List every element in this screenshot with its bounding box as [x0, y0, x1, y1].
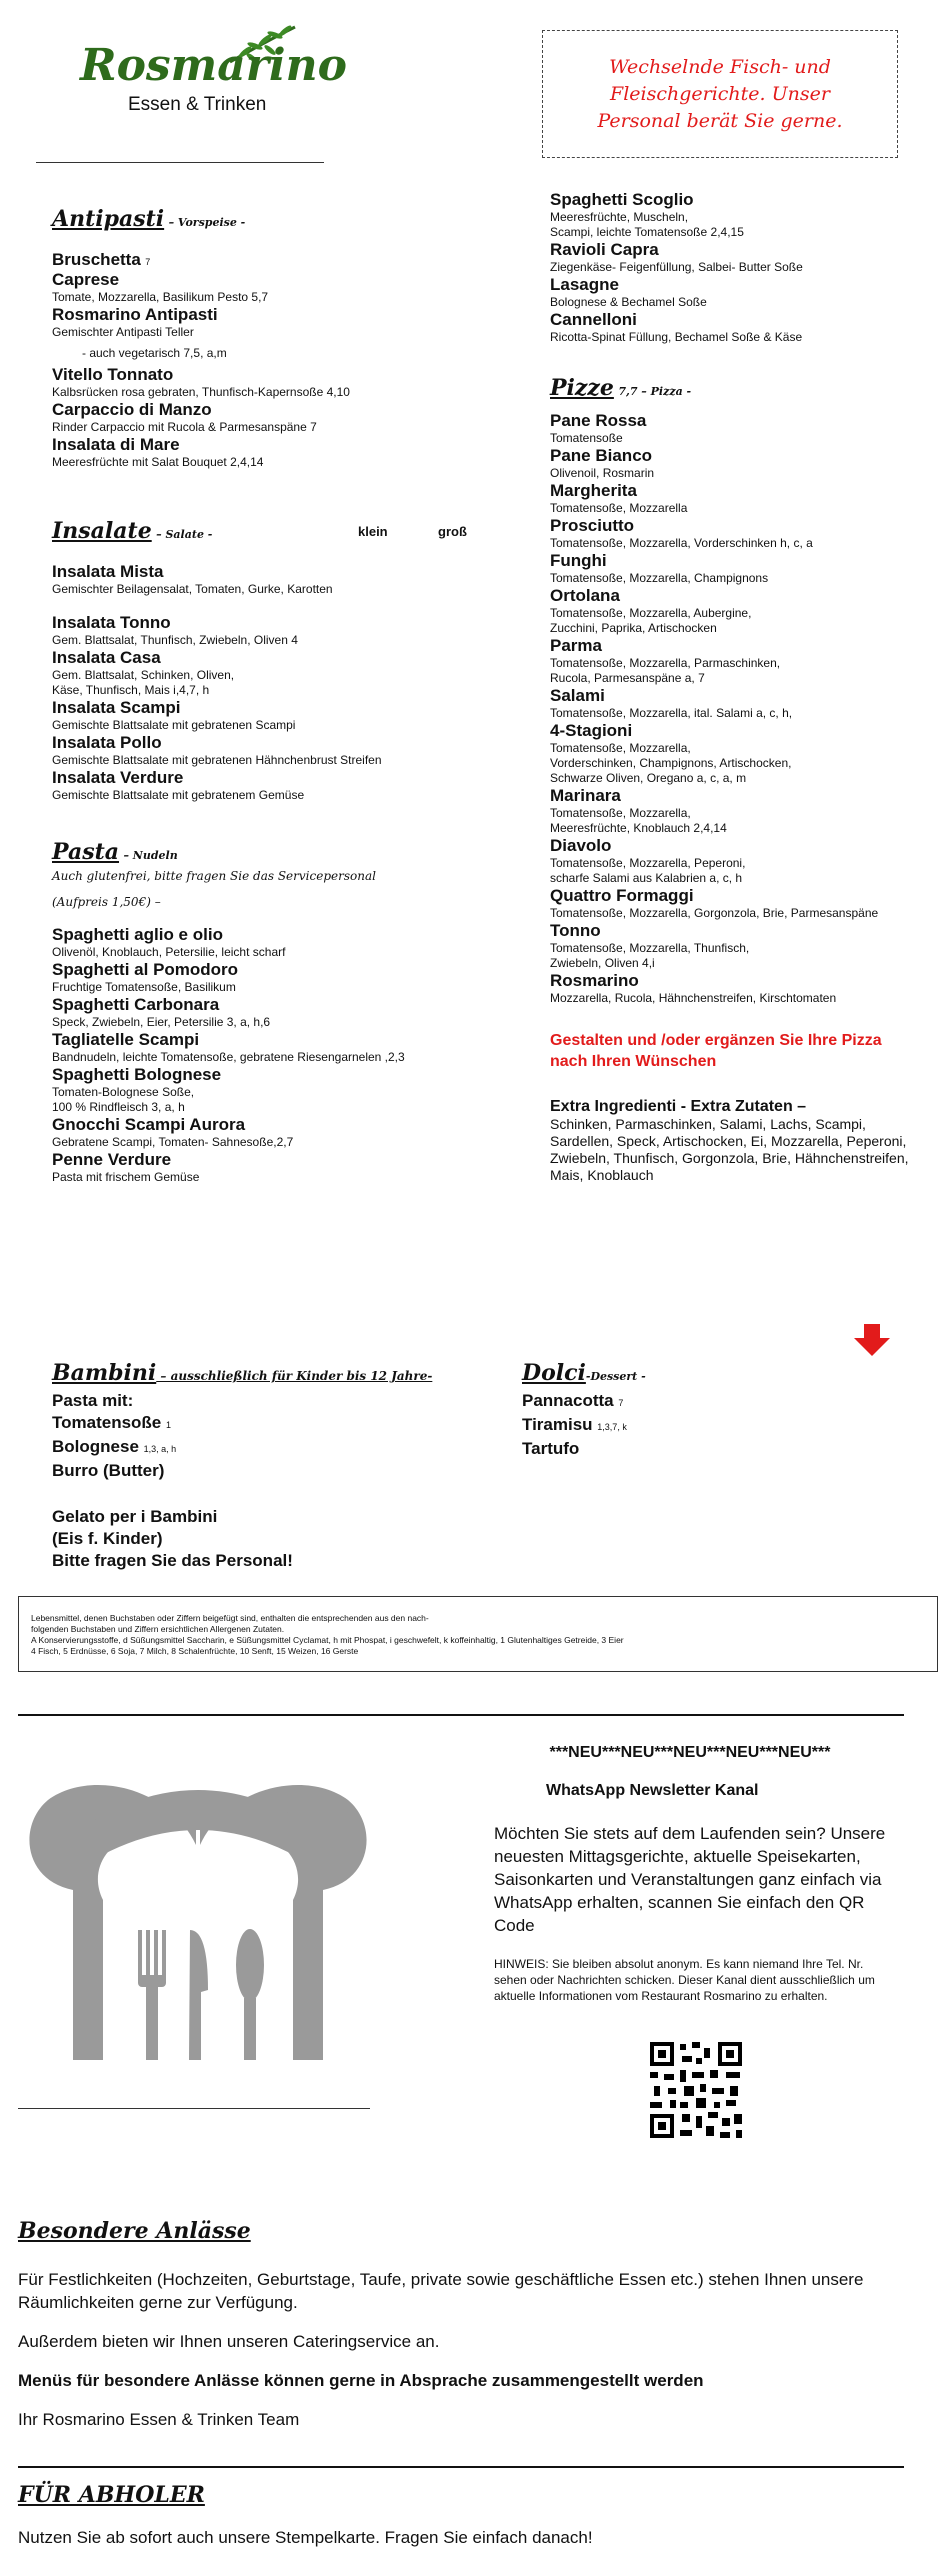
logo — [80, 22, 347, 122]
pasta-item-name: Spaghetti Scoglio — [550, 190, 694, 209]
size-large-label: groß — [438, 524, 467, 539]
pizza-item-desc: Tomatensoße, Mozzarella, Vorderschinken h, c, a — [550, 536, 813, 550]
pasta-item-desc: Ricotta-Spinat Füllung, Bechamel Soße & Käse — [550, 330, 803, 344]
antipasti-item-name: Caprese — [52, 270, 120, 289]
size-small-label: klein — [358, 524, 388, 539]
divider — [18, 1714, 904, 1716]
pizza-item-name: Pane Bianco — [550, 446, 653, 465]
left-column — [52, 206, 492, 1185]
pizza-item-name: 4-Stagioni — [550, 721, 633, 740]
insalate-subtitle: – Salate - — [156, 528, 213, 541]
pasta-item-desc: Speck, Zwiebeln, Eier, Petersilie 3, a, h,6 — [52, 1015, 271, 1029]
pizze-heading — [550, 375, 930, 401]
divider — [18, 2466, 904, 2468]
pasta-subtitle: – Nudeln — [123, 849, 178, 862]
pasta-surcharge-note: (Aufpreis 1,50€) – — [52, 895, 161, 909]
antipasti-title: Antipasti — [52, 206, 165, 232]
pizza-item-name: Tonno — [550, 921, 601, 940]
pasta-item-name: Ravioli Capra — [550, 240, 659, 259]
dolci-subtitle: -Dessert - — [585, 1370, 646, 1383]
right-column — [550, 190, 930, 1184]
pizza-item-desc: Tomatensoße, Mozzarella, ital. Salami a, c, h, — [550, 706, 793, 720]
pasta-item-desc: Tomaten-Bolognese Soße, 100 % Rindfleisch 3, a, h — [52, 1085, 195, 1114]
bambini-codes: 1 — [166, 1420, 172, 1430]
notice-box — [542, 30, 898, 158]
abholer-text: Nutzen Sie ab sofort auch unsere Stempelkarte. Fragen Sie einfach danach! — [18, 2528, 593, 2547]
anlaesse-paragraph: Ihr Rosmarino Essen & Trinken Team — [18, 2410, 300, 2429]
notice-text: Wechselnde Fisch- und Fleischgerichte. Unser Personal berät Sie gerne. — [597, 55, 843, 132]
whatsapp-banner: ***NEU***NEU***NEU***NEU***NEU*** — [549, 1744, 831, 1761]
bambini-line: Tomatensoße — [52, 1413, 162, 1432]
anlaesse-paragraph: Außerdem bieten wir Ihnen unseren Cateringservice an. — [18, 2332, 440, 2351]
allergen-box — [18, 1596, 938, 1672]
antipasti-item-name: Rosmarino Antipasti — [52, 305, 218, 324]
pizza-item-name: Prosciutto — [550, 516, 635, 535]
pizza-item-name: Rosmarino — [550, 971, 639, 990]
allergen-line: folgenden Buchstaben und Ziffern ersichtlichen Allergenen Zutaten. — [31, 1624, 285, 1634]
bambini-list — [52, 1390, 472, 1482]
pasta-item-name: Cannelloni — [550, 310, 637, 329]
pizza-item-name: Funghi — [550, 551, 607, 570]
pizza-item-desc: Tomatensoße, Mozzarella, Thunfisch, Zwiebeln, Oliven 4,i — [550, 941, 750, 970]
pizze-subtitle: 7,7 – Pizza - — [618, 385, 692, 398]
pizza-item-name: Parma — [550, 636, 602, 655]
allergen-line: A Konservierungsstoffe, d Süßungsmittel Saccharin, e Süßungsmittel Cyclamat, h mit Phospat, i geschwefelt, k koffeinhaltig, 1 Glutenhaltiges Getreide, 3 Eier — [31, 1635, 624, 1645]
antipasti-subtitle: – Vorspeise - — [168, 216, 246, 229]
whatsapp-title: WhatsApp Newsletter Kanal — [546, 1782, 759, 1799]
antipasti-item-name: Vitello Tonnato — [52, 365, 174, 384]
anlaesse-paragraph: Für Festlichkeiten (Hochzeiten, Geburtstage, Taufe, private sowie geschäftliche Essen etc.) stehen Ihnen unsere Räumlichkeiten gerne zur Verfügung. — [18, 2270, 864, 2312]
bambini-line: Pasta mit: — [52, 1391, 134, 1410]
antipasti-item-name: Carpaccio di Manzo — [52, 400, 212, 419]
insalate-item-name: Insalata Pollo — [52, 733, 162, 752]
pizza-item-desc: Tomatensoße, Mozzarella, Champignons — [550, 571, 769, 585]
logo-tagline: Essen & Trinken — [128, 94, 267, 115]
insalate-item-desc: Gem. Blattsalat, Thunfisch, Zwiebeln, Oliven 4 — [52, 633, 298, 647]
pizze-list — [550, 411, 930, 1006]
gelato-block — [52, 1506, 472, 1572]
pizza-custom-block — [550, 1030, 880, 1072]
bambini-subtitle: – ausschließlich für Kinder bis 12 Jahre- — [156, 1369, 433, 1383]
anlaesse-paragraph: Menüs für besondere Anlässe können gerne in Absprache zusammengestellt werden — [18, 2371, 704, 2390]
antipasti-list — [52, 250, 492, 470]
whatsapp-hint: HINWEIS: Sie bleiben absolut anonym. Es kann niemand Ihre Tel. Nr. sehen oder Nachrichten schicken. Dieser Kanal dient ausschließlich um aktuelle Informationen vom Restaurant Rosmarino zu erhalten. — [494, 1957, 875, 2003]
pasta-item-name: Spaghetti al Pomodoro — [52, 960, 239, 979]
insalate-heading — [52, 518, 492, 544]
pasta-item-name: Spaghetti Bolognese — [52, 1065, 222, 1084]
antipasti-item-desc: Meeresfrüchte mit Salat Bouquet 2,4,14 — [52, 455, 264, 469]
pizza-item-name: Ortolana — [550, 586, 620, 605]
pizza-item-desc: Tomatensoße, Mozzarella — [550, 501, 688, 515]
antipasti-item-desc: Kalbsrücken rosa gebraten, Thunfisch-Kapernsoße 4,10 — [52, 385, 350, 399]
bambini-line: Bolognese — [52, 1437, 139, 1456]
pasta-item-desc: Bandnudeln, leichte Tomatensoße, gebratene Riesengarnelen ,2,3 — [52, 1050, 405, 1064]
insalate-item-name: Insalata Tonno — [52, 613, 171, 632]
dolci-item-name: Tartufo — [522, 1439, 580, 1458]
abholer-title: FÜR ABHOLER — [18, 2482, 205, 2508]
pizza-item-desc: Tomatensoße, Mozzarella, Vorderschinken, Champignons, Artischocken, Schwarze Oliven, Oregano a, c, a, m — [550, 741, 792, 785]
dolci-item-name: Pannacotta — [522, 1391, 614, 1410]
antipasti-item-desc: Tomate, Mozzarella, Basilikum Pesto 5,7 — [52, 290, 269, 304]
chef-underline — [18, 2108, 370, 2109]
pasta-right-list — [550, 190, 930, 345]
arrow-down-icon — [852, 1324, 892, 1358]
insalate-item-name: Insalata Verdure — [52, 768, 184, 787]
pizze-title: Pizze — [550, 375, 614, 401]
pizza-item-desc: Tomatensoße, Mozzarella, Peperoni, scharfe Salami aus Kalabrien a, c, h — [550, 856, 746, 885]
insalate-item-desc: Gemischte Blattsalate mit gebratenem Gemüse — [52, 788, 305, 802]
pizza-item-name: Marinara — [550, 786, 621, 805]
dolci-title: Dolci — [522, 1360, 586, 1386]
pizza-item-desc: Tomatensoße, Mozzarella, Gorgonzola, Brie, Parmesanspäne — [550, 906, 879, 920]
pasta-item-name: Tagliatelle Scampi — [52, 1030, 200, 1049]
insalate-item-desc: Gemischte Blattsalate mit gebratenen Hähnchenbrust Streifen — [52, 753, 382, 767]
dolci-list — [522, 1390, 902, 1460]
pasta-item-name: Penne Verdure — [52, 1150, 172, 1169]
dolci-item-codes: 1,3,7, k — [597, 1422, 627, 1432]
pasta-item-desc: Gebratene Scampi, Tomaten- Sahnesoße,2,7 — [52, 1135, 294, 1149]
allergen-line: Lebensmittel, denen Buchstaben oder Ziffern beigefügt sind, enthalten die entsprechenden aus den nach- — [31, 1613, 429, 1623]
pizza-item-name: Pane Rossa — [550, 411, 647, 430]
pasta-title: Pasta — [52, 839, 120, 865]
bambini-line: Burro (Butter) — [52, 1461, 165, 1480]
whatsapp-text: Möchten Sie stets auf dem Laufenden sein? Unsere neuesten Mittagsgerichte, aktuelle Speisekarten, Saisonkarten und Veranstaltungen ganz einfach via WhatsApp erhalten, scannen Sie einfach den QR Code — [494, 1824, 886, 1935]
bambini-heading — [52, 1360, 472, 1386]
antipasti-item-name: Insalata di Mare — [52, 435, 180, 454]
qr-code-icon[interactable] — [648, 2040, 744, 2140]
pasta-item-desc: Olivenöl, Knoblauch, Petersilie, leicht scharf — [52, 945, 286, 959]
insalate-title: Insalate — [52, 518, 152, 544]
antipasti-item-desc: - auch vegetarisch 7,5, a,m — [82, 346, 227, 360]
pizza-item-desc: Tomatensoße, Mozzarella, Parmaschinken, Rucola, Parmesanspäne a, 7 — [550, 656, 781, 685]
dolci-item-codes: 7 — [618, 1398, 624, 1408]
insalate-item-desc: Gemischte Blattsalate mit gebratenen Scampi — [52, 718, 296, 732]
gelato-line: Bitte fragen Sie das Personal! — [52, 1551, 293, 1570]
pizza-item-name: Margherita — [550, 481, 637, 500]
logo-name: Rosmarino — [80, 40, 347, 91]
extras-title: Extra Ingredienti - Extra Zutaten – — [550, 1098, 807, 1115]
bambini-section — [52, 1360, 472, 1572]
pasta-item-name: Lasagne — [550, 275, 619, 294]
dolci-section — [522, 1360, 902, 1460]
extras-list: Schinken, Parmaschinken, Salami, Lachs, Scampi, Sardellen, Speck, Artischocken, Ei, Mozzarella, Peperoni, Zwiebeln, Thunfisch, Gorgonzola, Brie, Hähnchenstreifen, Mais, Knoblauch — [550, 1116, 909, 1183]
pizza-item-desc: Tomatensoße, Mozzarella, Aubergine, Zucchini, Paprika, Artischocken — [550, 606, 752, 635]
pasta-item-desc: Fruchtige Tomatensoße, Basilikum — [52, 980, 236, 994]
insalate-list — [52, 562, 492, 803]
pasta-item-name: Spaghetti Carbonara — [52, 995, 220, 1014]
insalate-item-name: Insalata Casa — [52, 648, 161, 667]
pizza-item-desc: Tomatensoße — [550, 431, 623, 445]
dolci-heading — [522, 1360, 902, 1386]
pizza-item-name: Salami — [550, 686, 605, 705]
pizza-item-name: Quattro Formaggi — [550, 886, 694, 905]
insalate-item-desc: Gem. Blattsalat, Schinken, Oliven, Käse, Thunfisch, Mais i,4,7, h — [52, 668, 235, 697]
pasta-item-name: Gnocchi Scampi Aurora — [52, 1115, 246, 1134]
pasta-heading — [52, 839, 492, 865]
pasta-item-desc: Pasta mit frischem Gemüse — [52, 1170, 200, 1184]
pasta-list — [52, 925, 492, 1185]
insalate-item-name: Insalata Scampi — [52, 698, 181, 717]
pizza-item-desc: Tomatensoße, Mozzarella, Meeresfrüchte, Knoblauch 2,4,14 — [550, 806, 727, 835]
gelato-line: Gelato per i Bambini — [52, 1507, 218, 1526]
insalate-item-name: Insalata Mista — [52, 562, 164, 581]
antipasti-heading — [52, 206, 492, 232]
anlaesse-title: Besondere Anlässe — [18, 2218, 251, 2244]
anlaesse-text — [18, 2268, 898, 2431]
bambini-title: Bambini — [52, 1360, 157, 1386]
antipasti-item-name: Bruschetta — [52, 250, 141, 269]
pizza-item-name: Diavolo — [550, 836, 612, 855]
bambini-codes: 1,3, a, h — [143, 1444, 177, 1454]
pasta-item-name: Spaghetti aglio e olio — [52, 925, 223, 944]
gelato-line: (Eis f. Kinder) — [52, 1529, 163, 1548]
logo-underline — [36, 162, 324, 163]
pizza-item-desc: Mozzarella, Rucola, Hähnchenstreifen, Kirschtomaten — [550, 991, 837, 1005]
antipasti-item-desc: Gemischter Antipasti Teller — [52, 325, 194, 339]
pizza-item-desc: Olivenoil, Rosmarin — [550, 466, 655, 480]
pasta-item-desc: Ziegenkäse- Feigenfüllung, Salbei- Butter Soße — [550, 260, 803, 274]
pizza-custom-text: Gestalten und /oder ergänzen Sie Ihre Pizza nach Ihren Wünschen — [550, 1032, 882, 1070]
allergen-line: 4 Fisch, 5 Erdnüsse, 6 Soja, 7 Milch, 8 Schalenfrüchte, 10 Senft, 15 Weizen, 16 Gerste — [31, 1646, 359, 1656]
insalate-item-desc: Gemischter Beilagensalat, Tomaten, Gurke, Karotten — [52, 582, 333, 596]
dolci-item-name: Tiramisu — [522, 1415, 593, 1434]
antipasti-item-desc: Rinder Carpaccio mit Rucola & Parmesanspäne 7 — [52, 420, 317, 434]
chef-hat-cutlery-icon — [18, 1760, 378, 2060]
antipasti-item-codes: 7 — [145, 257, 151, 267]
pasta-gluten-note: Auch glutenfrei, bitte fragen Sie das Servicepersonal — [52, 869, 376, 883]
pasta-item-desc: Bolognese & Bechamel Soße — [550, 295, 707, 309]
pasta-item-desc: Meeresfrüchte, Muscheln, Scampi, leichte Tomatensoße 2,4,15 — [550, 210, 744, 239]
